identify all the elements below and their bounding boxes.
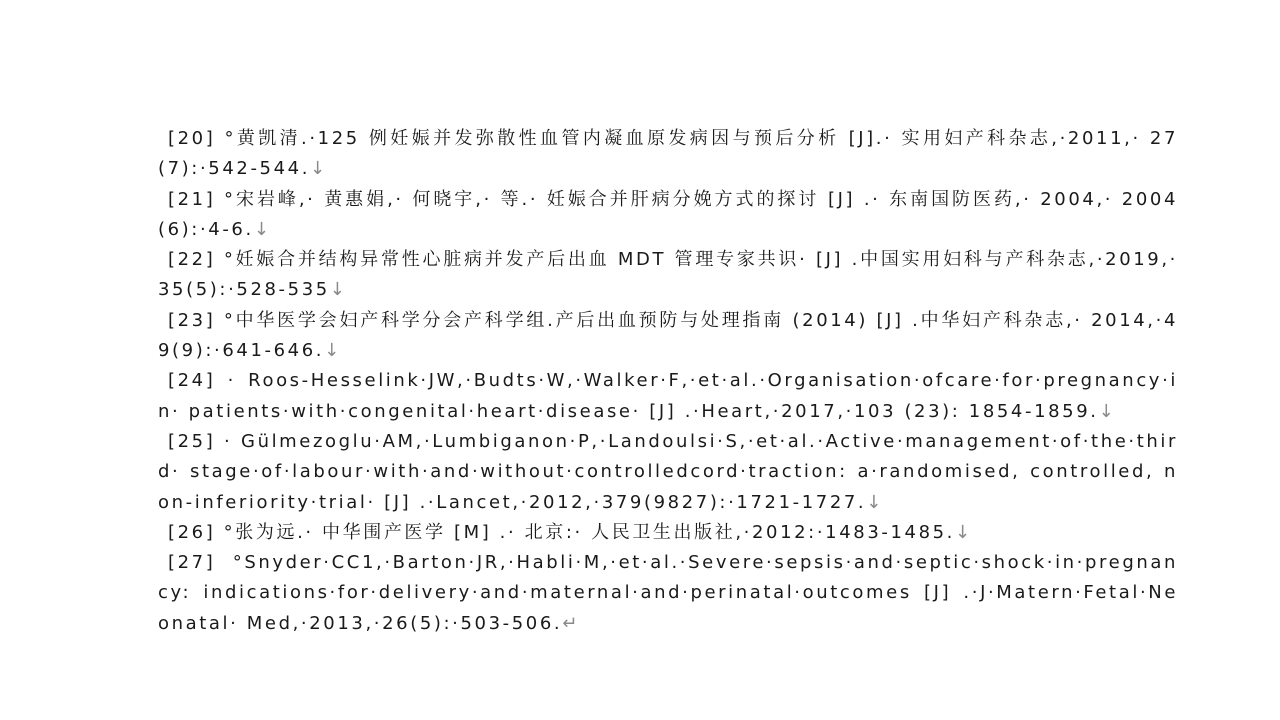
reference-item	[158, 185, 1178, 246]
line-break-mark: ↓	[955, 521, 973, 543]
reference-text: [24] · Roos-Hesselink·JW,·Budts·W,·Walker·F,·et·al.·Organisation·ofcare·for·pregnancy·in· patients·with·congenital·heart·disease· [J] .·Heart,·2017,·103 (23): 1854-1859.	[158, 370, 1178, 422]
line-break-mark: ↓	[324, 340, 342, 362]
reference-text: [26] °张为远.· 中华围产医学 [M] .· 北京:· 人民卫生出版社,·2012:·1483-1485.	[168, 521, 955, 543]
line-break-mark: ↓	[253, 218, 272, 240]
reference-item	[158, 427, 1178, 518]
reference-item	[158, 518, 1178, 548]
reference-item	[158, 306, 1178, 367]
reference-list	[158, 124, 1178, 639]
paragraph-mark: ↵	[562, 612, 580, 634]
reference-text: [25] · Gülmezoglu·AM,·Lumbiganon·P,·Landoulsi·S,·et·al.·Active·management·of·the·third· stage·of·labour·with·and·without·controlledcord·traction: a·randomised, controlled, non-inferiority·trial· [J] .·Lancet,·2012,·379(9827):·1721-1727.	[158, 430, 1178, 513]
line-break-mark: ↓	[310, 158, 328, 180]
reference-text: [27] °Snyder·CC1,·Barton·JR,·Habli·M,·et·al.·Severe·sepsis·and·septic·shock·in·pregnancy: indications·for·delivery·and·maternal·and·perinatal·outcomes [J] .·J·Matern·Fetal·Neonatal· Med,·2013,·26(5):·503-506.	[158, 552, 1178, 634]
line-break-mark: ↓	[329, 279, 348, 301]
reference-text: [20] °黄凯清.·125 例妊娠并发弥散性血管内凝血原发病因与预后分析 [J].· 实用妇产科杂志,·2011,· 27(7):·542-544.	[158, 128, 1178, 180]
reference-item	[158, 124, 1178, 185]
reference-text: [22] °妊娠合并结构异常性心脏病并发产后出血 MDT 管理专家共识· [J] .中国实用妇科与产科杂志,·2019,·35(5):·528-535	[158, 249, 1178, 301]
reference-text: [23] °中华医学会妇产科学分会产科学组.产后出血预防与处理指南 (2014) [J] .中华妇产科杂志,· 2014,·49(9):·641-646.	[158, 309, 1178, 362]
reference-item	[158, 366, 1178, 427]
reference-item	[158, 245, 1178, 306]
reference-item	[158, 548, 1178, 639]
line-break-mark: ↓	[1098, 400, 1117, 422]
reference-text: [21] °宋岩峰,· 黄惠娟,· 何晓宇,· 等.· 妊娠合并肝病分娩方式的探讨 [J] .· 东南国防医药,· 2004,· 2004(6):·4-6.	[158, 188, 1178, 240]
line-break-mark: ↓	[866, 491, 884, 513]
